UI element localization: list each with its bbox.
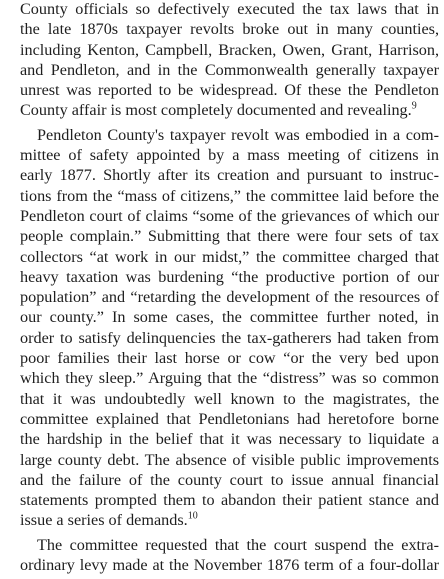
- text-line: the late 1870s taxpayer revolts broke out in many counties,: [20, 20, 439, 39]
- text-line: Pendleton County's taxpayer revolt was embodied in a com-: [37, 125, 439, 144]
- text-line: mittee of safety appointed by a mass meeting of citizens in: [20, 146, 439, 165]
- footnote-marker: 10: [187, 511, 198, 523]
- text-line: The committee requested that the court suspend the extra-: [37, 535, 439, 554]
- text-line: [3, 510, 439, 530]
- footnote-marker: 9: [411, 101, 417, 113]
- text-line: heavy taxation was burdening “the productive portion of our: [20, 267, 439, 286]
- text-line: our county.” In some cases, the committee further noted, in: [20, 308, 439, 327]
- paragraph-1: [3, 0, 439, 121]
- text-line: including Kenton, Campbell, Bracken, Owen, Grant, Harrison,: [20, 40, 439, 59]
- text-line: collectors “at work in our midst,” the committee charged that: [20, 247, 439, 266]
- text-line: unrest was reported to be widespread. Of these the Pendleton: [20, 81, 439, 100]
- text-line-content: County affair is most completely documented and revealing.: [20, 101, 412, 120]
- text-line: statements prompted them to abandon their patient stance and: [20, 491, 439, 510]
- text-line-content: issue a series of demands.: [20, 511, 188, 530]
- text-line: people complain.” Submitting that there were four sets of tax: [20, 227, 439, 246]
- paragraph-3: [3, 535, 439, 576]
- text-line: and the failure of the county court to issue annual financial: [20, 470, 439, 489]
- text-line: County officials so defectively executed the tax laws that in: [20, 0, 439, 18]
- text-line: large county debt. The absence of visible public improvements: [20, 450, 439, 469]
- text-line: committee explained that Pendletonians had heretofore borne: [20, 409, 439, 428]
- text-line: and Pendleton, and in the Commonwealth generally taxpayer: [20, 60, 439, 79]
- text-line: poor families their last horse or cow “or the very bed upon: [20, 349, 439, 368]
- document-page: [3, 0, 439, 579]
- text-line: early 1877. Shortly after its creation and pursuant to instruc-: [20, 166, 439, 185]
- text-line: tions from the “mass of citizens,” the committee laid before the: [20, 186, 439, 205]
- text-line: ordinary levy made at the November 1876 term of a four-dollar: [20, 556, 439, 575]
- text-line: that it was undoubtedly well known to the magistrates, the: [20, 389, 439, 408]
- text-line: Pendleton court of claims “some of the grievances of which our: [20, 206, 439, 225]
- text-line: order to satisfy delinquencies the tax-gatherers had taken from: [20, 328, 439, 347]
- text-line: which they sleep.” Arguing that the “distress” was so common: [20, 369, 439, 388]
- text-line: [3, 100, 439, 120]
- text-line: the hardship in the belief that it was necessary to liquidate a: [20, 430, 439, 449]
- paragraph-2: [3, 125, 439, 531]
- text-line: population” and “retarding the development of the resources of: [20, 288, 439, 307]
